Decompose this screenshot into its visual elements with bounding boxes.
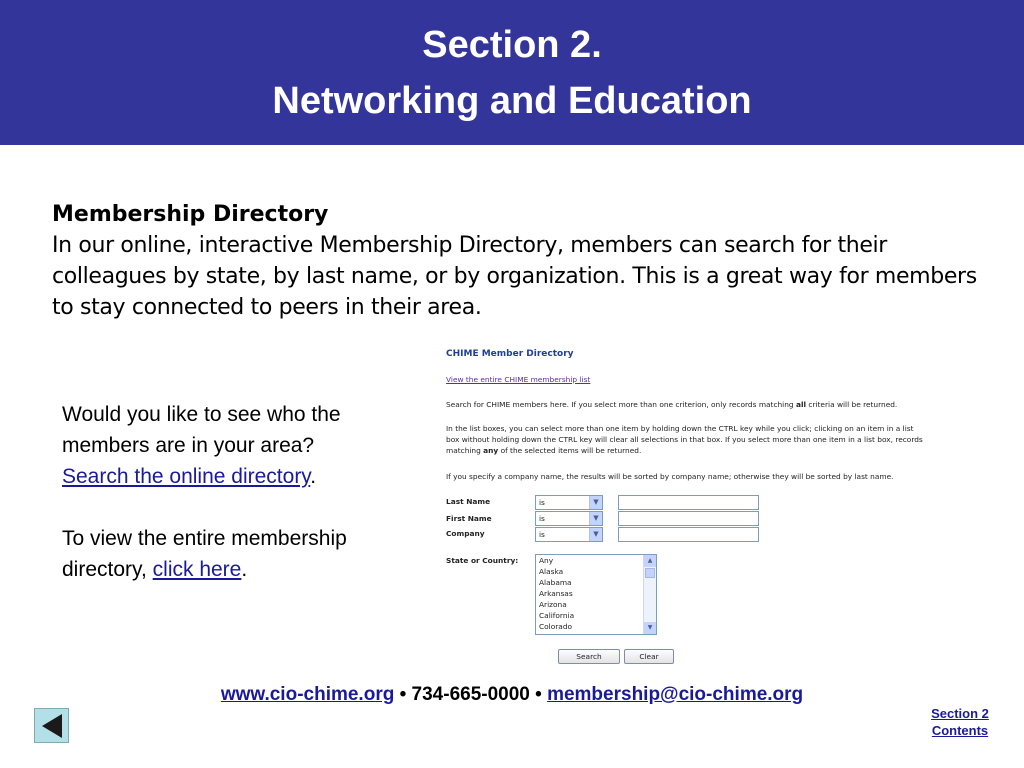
section-number-title: Section 2. xyxy=(422,24,602,66)
list-option[interactable]: Alabama xyxy=(539,578,572,587)
state-country-label: State or Country: xyxy=(446,556,519,565)
company-label: Company xyxy=(446,529,485,538)
text: of the selected items will be returned. xyxy=(498,446,642,455)
chevron-down-icon: ▼ xyxy=(589,512,602,525)
first-name-operator-select[interactable] xyxy=(535,511,603,526)
search-question: Would you like to see who the members are in your area? xyxy=(62,403,341,457)
last-name-operator-select[interactable] xyxy=(535,495,603,510)
chevron-down-icon: ▼ xyxy=(589,528,602,541)
company-input[interactable] xyxy=(618,527,759,542)
view-all-text: To view the entire membership directory, xyxy=(62,527,347,581)
sort-instructions: If you specify a company name, the results will be sorted by company name; otherwise they will be sorted by last name. xyxy=(446,472,894,481)
first-name-label: First Name xyxy=(446,514,492,523)
list-option[interactable]: Arkansas xyxy=(539,589,573,598)
company-operator-select[interactable] xyxy=(535,527,603,542)
search-prompt xyxy=(62,399,422,492)
text: In the list boxes, you can select more than one item by holding down the CTRL key while you click; clicking on an item in a list box without holding down the CTRL key will clear all selections in that box. If you select more than one item in a list box, records matching xyxy=(446,424,923,455)
directory-title: CHIME Member Directory xyxy=(446,349,574,359)
click-here-link[interactable]: click here xyxy=(152,558,242,581)
section-contents-link[interactable] xyxy=(920,705,1000,739)
email-link[interactable]: membership@cio-chime.org xyxy=(547,684,804,705)
scroll-down-icon[interactable]: ▼ xyxy=(644,622,656,634)
list-option[interactable]: Any xyxy=(539,556,554,565)
select-value: is xyxy=(539,514,545,523)
section-banner xyxy=(0,0,1024,145)
select-value: is xyxy=(539,498,545,507)
text: criteria will be returned. xyxy=(806,400,898,409)
listbox-scrollbar[interactable] xyxy=(643,555,656,634)
search-directory-link[interactable]: Search the online directory xyxy=(62,465,311,488)
list-option[interactable]: Colorado xyxy=(539,622,573,631)
period: . xyxy=(241,558,248,581)
text: Search for CHIME members here. If you select more than one criterion, only records matching xyxy=(446,400,796,409)
website-link[interactable]: www.cio-chime.org xyxy=(220,684,395,705)
scroll-up-icon[interactable]: ▲ xyxy=(644,555,656,567)
list-option[interactable]: Arizona xyxy=(539,600,567,609)
clear-button[interactable]: Clear xyxy=(624,649,674,664)
intro-paragraph: In our online, interactive Membership Directory, members can search for their colleagues by state, by last name, or by organization. This is a great way for members to stay connected to peers in their area. xyxy=(52,233,977,320)
back-button[interactable] xyxy=(34,708,69,743)
text-bold: any xyxy=(483,446,499,455)
view-all-prompt xyxy=(62,523,422,585)
search-instructions xyxy=(446,399,926,410)
intro-block xyxy=(52,199,982,323)
list-option[interactable]: Alaska xyxy=(539,567,564,576)
scroll-thumb[interactable] xyxy=(645,568,655,578)
list-option[interactable]: California xyxy=(539,611,575,620)
left-triangle-arrow-icon xyxy=(42,714,62,738)
last-name-input[interactable] xyxy=(618,495,759,510)
contents-link-line1[interactable]: Section 2 xyxy=(931,706,989,721)
state-country-listbox[interactable] xyxy=(535,554,657,635)
contents-link-line2[interactable]: Contents xyxy=(931,723,989,738)
listbox-instructions xyxy=(446,423,926,456)
membership-directory-heading: Membership Directory xyxy=(52,202,329,227)
chevron-down-icon: ▼ xyxy=(589,496,602,509)
section-name-title: Networking and Education xyxy=(272,80,752,122)
select-value: is xyxy=(539,530,545,539)
directory-screenshot xyxy=(440,340,930,670)
contact-footer xyxy=(0,682,1024,708)
text-bold: all xyxy=(795,400,807,409)
sidebar-text xyxy=(62,399,422,585)
search-button[interactable]: Search xyxy=(558,649,620,664)
phone-text: • 734-665-0000 • xyxy=(394,684,548,705)
view-entire-list-link[interactable]: View the entire CHIME membership list xyxy=(446,375,591,384)
first-name-input[interactable] xyxy=(618,511,759,526)
last-name-label: Last Name xyxy=(446,497,491,506)
period: . xyxy=(310,465,317,488)
